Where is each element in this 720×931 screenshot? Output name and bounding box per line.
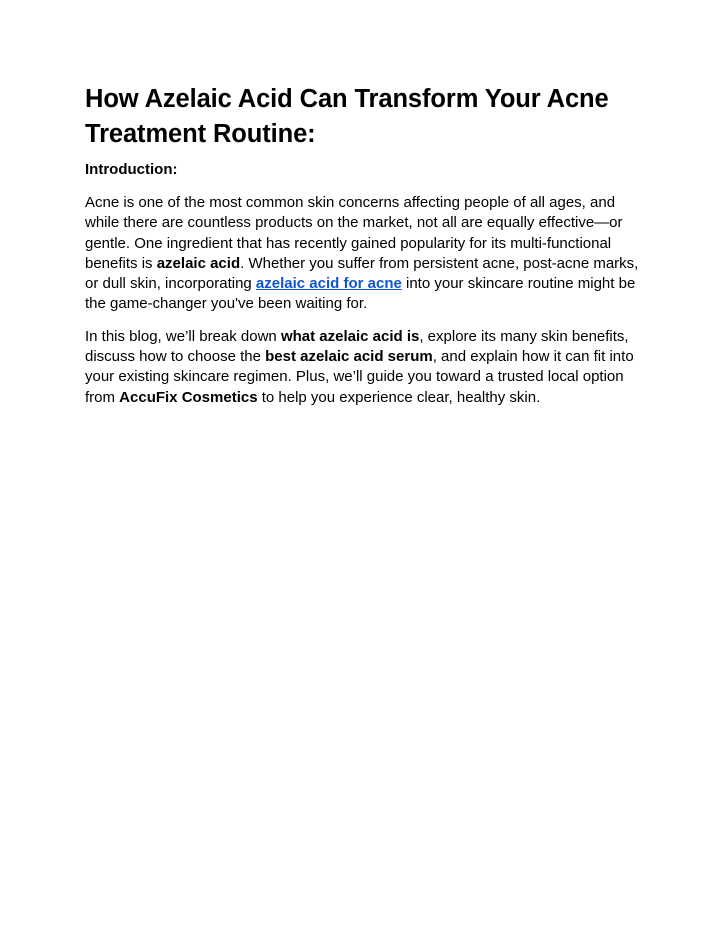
paragraph-text: into your skincare routine might be the game-changer you've been waiting for. [85, 275, 636, 313]
intro-paragraph-1 [85, 193, 645, 315]
paragraph-text: . Whether you suffer from persistent acne, post-acne marks, or dull skin, incorporating [85, 254, 639, 293]
bold-term-what-azelaic-acid-is: what azelaic acid is [280, 327, 420, 345]
paragraph-text: , explore its many skin benefits, discuss how to choose the [85, 327, 629, 366]
document-page [85, 82, 645, 408]
paragraph-text: Acne is one of the most common skin concerns affecting people of all ages, and while there are countless products on the market, not all are equally effective—or gentle. One ingredient that has recently gained popularity for its multi-functional benefits is [85, 194, 623, 272]
bold-term-best-azelaic-acid-serum: best azelaic acid serum [265, 348, 433, 366]
section-heading-introduction: Introduction: [85, 161, 178, 178]
paragraph-text: In this blog, we’ll break down [85, 327, 281, 345]
paragraph-text: , and explain how it can fit into your existing skincare regimen. Plus, we’ll guide you toward a trusted local option from [85, 348, 634, 406]
bold-term-azelaic-acid: azelaic acid [156, 254, 241, 272]
paragraph-text: to help you experience clear, healthy skin. [257, 388, 541, 406]
bold-term-accufix-cosmetics: AccuFix Cosmetics [119, 388, 258, 406]
page-title: How Azelaic Acid Can Transform Your Acne Treatment Routine: [85, 85, 609, 148]
intro-paragraph-2 [85, 327, 645, 408]
azelaic-acid-for-acne-link[interactable]: azelaic acid for acne [255, 275, 402, 293]
